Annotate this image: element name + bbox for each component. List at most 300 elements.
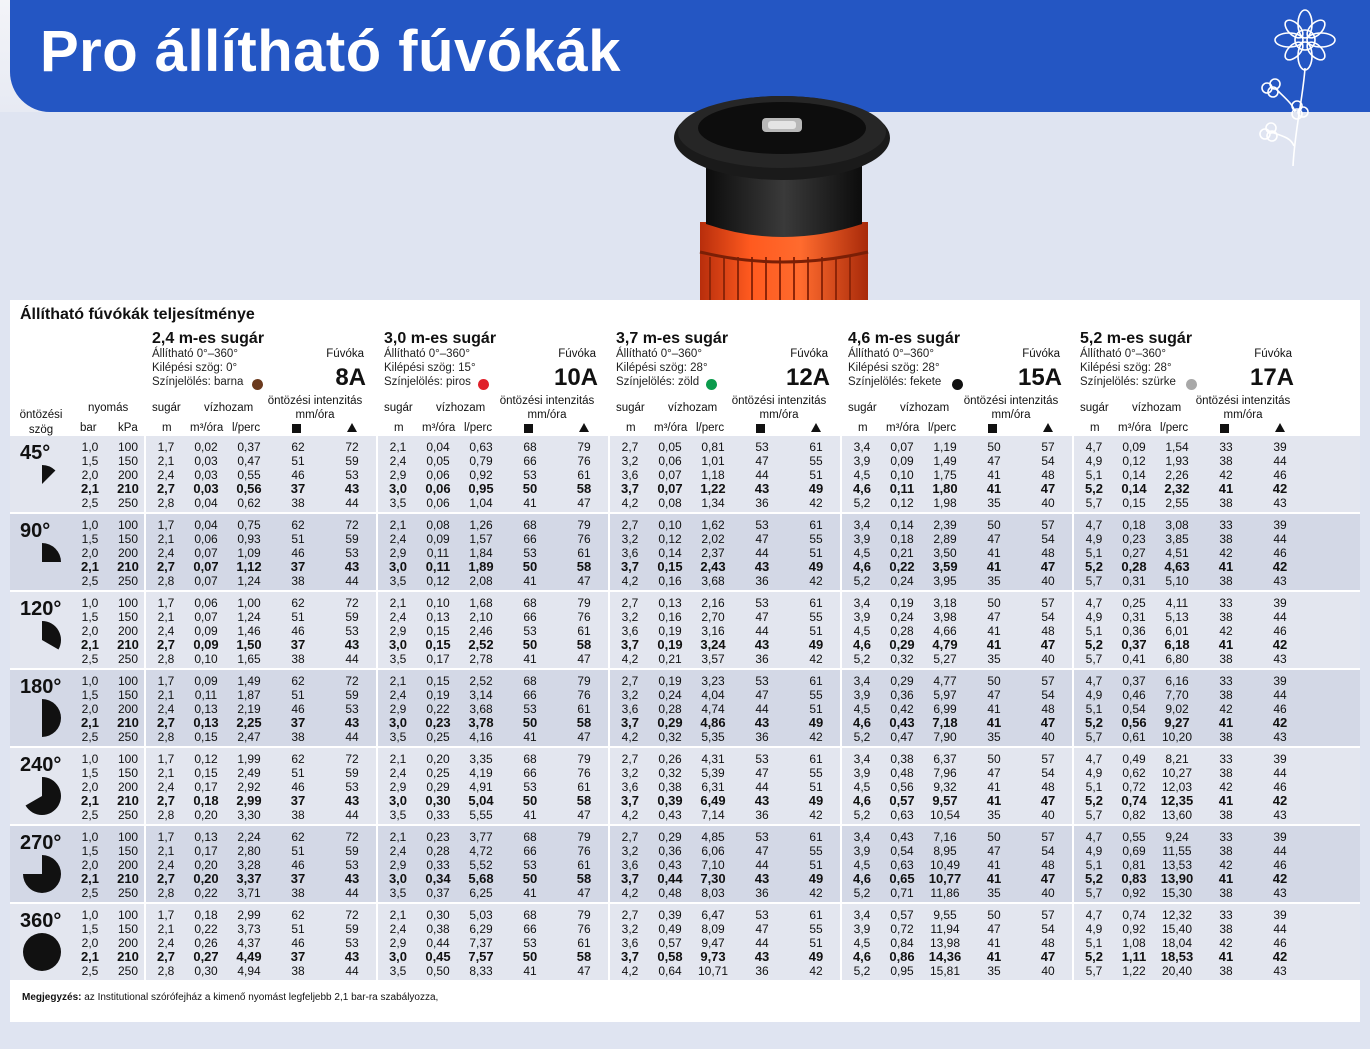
group-heading: 4,6 m-es sugár bbox=[848, 330, 961, 347]
intensity-square-value: 47 bbox=[755, 532, 769, 546]
flow-m3-value: 0,03 bbox=[193, 481, 219, 496]
radius-value: 3,7 bbox=[620, 481, 640, 496]
intensity-triangle-value: 55 bbox=[809, 610, 823, 624]
group-heading: 5,2 m-es sugár bbox=[1080, 330, 1193, 347]
flow-m3-value: 0,48 bbox=[658, 886, 682, 900]
flow-l-value: 9,24 bbox=[1165, 830, 1189, 844]
flow-l-value: 15,30 bbox=[1161, 886, 1193, 900]
radius-value: 1,7 bbox=[157, 674, 175, 688]
intensity-triangle-value: 47 bbox=[1040, 871, 1056, 886]
radius-value: 2,1 bbox=[389, 518, 407, 532]
flow-l-value: 2,08 bbox=[469, 574, 493, 588]
flow-l-value: 9,47 bbox=[701, 936, 725, 950]
intensity-header: öntözési intenzitás mm/óra bbox=[731, 395, 827, 421]
radius-value: 5,7 bbox=[1085, 808, 1103, 822]
flow-l-value: 10,27 bbox=[1161, 766, 1193, 780]
intensity-square-value: 44 bbox=[755, 858, 769, 872]
intensity-square-value: 53 bbox=[755, 596, 769, 610]
flow-l-value: 3,18 bbox=[933, 596, 957, 610]
intensity-square-value: 43 bbox=[754, 559, 770, 574]
flow-m3-value: 0,64 bbox=[658, 964, 682, 978]
color-dot-icon bbox=[1186, 379, 1197, 390]
flow-l-value: 6,01 bbox=[1165, 624, 1189, 638]
footnote bbox=[22, 992, 438, 1003]
radius-value: 4,2 bbox=[621, 886, 639, 900]
flow-l-value: 1,01 bbox=[701, 454, 725, 468]
flow-m3-value: 0,09 bbox=[890, 454, 914, 468]
flow-m3-value: 0,04 bbox=[426, 440, 450, 454]
intensity-square-value: 38 bbox=[291, 730, 305, 744]
intensity-triangle-value: 40 bbox=[1041, 652, 1055, 666]
flow-l-value: 4,11 bbox=[1165, 596, 1189, 610]
intensity-square-value: 47 bbox=[755, 454, 769, 468]
flow-m3-value: 0,07 bbox=[193, 559, 219, 574]
flow-l-value: 1,04 bbox=[469, 496, 493, 510]
flow-m3-value: 0,10 bbox=[194, 652, 218, 666]
intensity-triangle-value: 79 bbox=[577, 596, 591, 610]
group-exit-angle: Kilépési szög: 0° bbox=[152, 362, 238, 374]
radius-value: 4,5 bbox=[853, 546, 871, 560]
radius-value: 2,9 bbox=[389, 858, 407, 872]
intensity-triangle-value: 51 bbox=[809, 858, 823, 872]
flow-l-value: 2,19 bbox=[237, 702, 261, 716]
intensity-triangle-value: 54 bbox=[1041, 454, 1055, 468]
square-spacing-icon bbox=[988, 424, 997, 433]
flow-l-value: 4,37 bbox=[237, 936, 261, 950]
radius-value: 5,1 bbox=[1085, 780, 1103, 794]
flow-l-value: 4,77 bbox=[933, 674, 957, 688]
radius-value: 2,8 bbox=[157, 496, 175, 510]
flow-m3-value: 1,22 bbox=[1122, 964, 1146, 978]
radius-header: sugár bbox=[1080, 402, 1109, 414]
intensity-triangle-value: 44 bbox=[1273, 532, 1287, 546]
flow-m3-unit: m³/óra bbox=[1118, 422, 1152, 434]
flow-m3-value: 0,06 bbox=[426, 468, 450, 482]
intensity-triangle-value: 58 bbox=[576, 793, 592, 808]
flow-m3-value: 0,06 bbox=[426, 496, 450, 510]
radius-value: 4,7 bbox=[1085, 596, 1103, 610]
intensity-square-value: 51 bbox=[291, 610, 305, 624]
spray-angle-icon bbox=[22, 854, 62, 894]
flow-l-value: 20,40 bbox=[1161, 964, 1193, 978]
radius-value: 2,1 bbox=[157, 532, 175, 546]
intensity-triangle-value: 72 bbox=[345, 752, 359, 766]
radius-value: 3,5 bbox=[389, 574, 407, 588]
intensity-triangle-value: 61 bbox=[577, 468, 591, 482]
flow-l-value: 1,26 bbox=[469, 518, 493, 532]
flow-l-value: 4,31 bbox=[701, 752, 725, 766]
flow-m3-value: 0,15 bbox=[426, 674, 450, 688]
pressure-kpa-value: 250 bbox=[117, 886, 139, 900]
intensity-triangle-value: 44 bbox=[345, 886, 359, 900]
intensity-square-value: 47 bbox=[987, 454, 1001, 468]
group-heading: 3,0 m-es sugár bbox=[384, 330, 497, 347]
intensity-square-value: 53 bbox=[523, 546, 537, 560]
intensity-square-value: 38 bbox=[1219, 766, 1233, 780]
intensity-square-value: 47 bbox=[755, 922, 769, 936]
flow-l-value: 3,85 bbox=[1165, 532, 1189, 546]
spray-angle-label: 45° bbox=[20, 442, 51, 464]
intensity-triangle-value: 39 bbox=[1273, 440, 1287, 454]
spray-angle-label: 180° bbox=[20, 676, 62, 698]
flow-l-value: 7,37 bbox=[469, 936, 493, 950]
group-color-label: Színjelölés: barna bbox=[152, 376, 244, 388]
intensity-square-value: 47 bbox=[987, 532, 1001, 546]
intensity-square-value: 43 bbox=[754, 637, 770, 652]
triangle-spacing-icon bbox=[1043, 423, 1053, 432]
pressure-bar-value: 2,5 bbox=[81, 964, 99, 978]
radius-value: 5,7 bbox=[1085, 574, 1103, 588]
radius-value: 2,4 bbox=[389, 844, 407, 858]
intensity-square-value: 38 bbox=[1219, 610, 1233, 624]
intensity-triangle-value: 47 bbox=[1040, 793, 1056, 808]
radius-value: 5,7 bbox=[1085, 652, 1103, 666]
intensity-triangle-value: 51 bbox=[809, 780, 823, 794]
intensity-square-value: 41 bbox=[523, 652, 537, 666]
intensity-triangle-value: 61 bbox=[577, 936, 591, 950]
pressure-bar-value: 1,5 bbox=[81, 532, 99, 546]
radius-value: 3,0 bbox=[388, 481, 408, 496]
flow-l-value: 12,32 bbox=[1161, 908, 1193, 922]
radius-value: 4,7 bbox=[1085, 440, 1103, 454]
pressure-kpa-value: 250 bbox=[117, 496, 139, 510]
intensity-triangle-value: 43 bbox=[1273, 808, 1287, 822]
pressure-bar-value: 2,0 bbox=[81, 624, 99, 638]
intensity-triangle-value: 54 bbox=[1041, 532, 1055, 546]
flow-m3-value: 0,37 bbox=[426, 886, 450, 900]
intensity-square-value: 50 bbox=[522, 715, 538, 730]
pressure-kpa-value: 150 bbox=[117, 532, 139, 546]
group-adjustable: Állítható 0°–360° bbox=[1080, 348, 1166, 360]
nozzle-group-header bbox=[378, 328, 608, 438]
intensity-square-value: 44 bbox=[755, 702, 769, 716]
radius-value: 3,4 bbox=[853, 908, 871, 922]
radius-value: 4,5 bbox=[853, 858, 871, 872]
flow-l-value: 3,95 bbox=[933, 574, 957, 588]
intensity-triangle-value: 48 bbox=[1041, 858, 1055, 872]
pressure-kpa-value: 250 bbox=[117, 730, 139, 744]
intensity-square-value: 68 bbox=[523, 752, 537, 766]
intensity-triangle-value: 42 bbox=[1272, 793, 1288, 808]
radius-value: 2,1 bbox=[389, 752, 407, 766]
intensity-square-value: 38 bbox=[1219, 922, 1233, 936]
group-adjustable: Állítható 0°–360° bbox=[616, 348, 702, 360]
intensity-square-value: 37 bbox=[290, 715, 306, 730]
radius-value: 2,7 bbox=[156, 949, 176, 964]
flow-l-value: 11,94 bbox=[930, 922, 960, 936]
intensity-triangle-value: 54 bbox=[1041, 688, 1055, 702]
radius-value: 4,5 bbox=[853, 702, 871, 716]
pressure-kpa-value: 150 bbox=[117, 844, 139, 858]
radius-value: 2,7 bbox=[156, 559, 176, 574]
intensity-square-value: 41 bbox=[1218, 481, 1234, 496]
pressure-bar-value: 1,5 bbox=[81, 454, 99, 468]
flow-m3-value: 0,32 bbox=[890, 652, 914, 666]
radius-value: 5,2 bbox=[853, 964, 871, 978]
flow-l-value: 11,86 bbox=[930, 886, 960, 900]
intensity-header: öntözési intenzitás mm/óra bbox=[1195, 395, 1291, 421]
flow-l-value: 8,21 bbox=[1165, 752, 1189, 766]
flow-m3-value: 0,54 bbox=[890, 844, 914, 858]
flow-l-value: 7,14 bbox=[701, 808, 725, 822]
flow-m3-value: 0,09 bbox=[194, 624, 218, 638]
pressure-bar-value: 2,1 bbox=[80, 949, 100, 964]
flow-m3-value: 0,27 bbox=[193, 949, 219, 964]
flow-m3-value: 0,24 bbox=[890, 574, 914, 588]
intensity-square-value: 41 bbox=[523, 808, 537, 822]
flow-m3-value: 0,45 bbox=[425, 949, 451, 964]
radius-value: 4,6 bbox=[852, 481, 872, 496]
intensity-triangle-value: 79 bbox=[577, 674, 591, 688]
radius-value: 5,2 bbox=[1084, 559, 1104, 574]
intensity-triangle-value: 43 bbox=[344, 793, 360, 808]
flow-l-value: 2,47 bbox=[237, 730, 261, 744]
flow-m3-value: 0,49 bbox=[658, 922, 682, 936]
flow-l-value: 7,10 bbox=[701, 858, 725, 872]
intensity-square-value: 50 bbox=[522, 559, 538, 574]
intensity-square-value: 43 bbox=[754, 871, 770, 886]
intensity-triangle-value: 39 bbox=[1273, 518, 1287, 532]
flow-l-value: 13,98 bbox=[929, 936, 961, 950]
flow-l-value: 7,16 bbox=[933, 830, 957, 844]
radius-header: sugár bbox=[848, 402, 877, 414]
radius-value: 4,5 bbox=[853, 780, 871, 794]
flow-m3-value: 0,48 bbox=[890, 766, 914, 780]
intensity-triangle-value: 61 bbox=[577, 780, 591, 794]
pressure-kpa-value: 200 bbox=[117, 780, 139, 794]
radius-value: 3,5 bbox=[389, 652, 407, 666]
intensity-triangle-value: 46 bbox=[1273, 546, 1287, 560]
flow-m3-value: 0,57 bbox=[890, 908, 914, 922]
nozzle-image bbox=[670, 92, 895, 332]
intensity-triangle-value: 76 bbox=[577, 766, 591, 780]
intensity-square-value: 38 bbox=[291, 808, 305, 822]
radius-value: 1,7 bbox=[157, 908, 175, 922]
flow-l-value: 3,30 bbox=[237, 808, 261, 822]
intensity-square-value: 53 bbox=[523, 858, 537, 872]
intensity-square-value: 37 bbox=[290, 949, 306, 964]
intensity-square-value: 53 bbox=[755, 908, 769, 922]
intensity-triangle-value: 42 bbox=[809, 574, 823, 588]
radius-value: 2,4 bbox=[389, 610, 407, 624]
radius-value: 3,2 bbox=[621, 454, 639, 468]
radius-value: 4,9 bbox=[1085, 766, 1103, 780]
group-nozzle-label: Fúvóka bbox=[790, 348, 828, 360]
intensity-triangle-value: 55 bbox=[809, 844, 823, 858]
intensity-triangle-value: 47 bbox=[1040, 949, 1056, 964]
radius-value: 4,5 bbox=[853, 624, 871, 638]
flow-m3-value: 0,12 bbox=[658, 532, 682, 546]
group-nozzle-code: 17A bbox=[1249, 364, 1294, 391]
flow-m3-value: 0,24 bbox=[890, 610, 914, 624]
flow-header: vízhozam bbox=[1132, 402, 1182, 414]
spray-angle-icon bbox=[22, 776, 62, 816]
intensity-square-value: 33 bbox=[1219, 596, 1233, 610]
radius-value: 2,9 bbox=[389, 936, 407, 950]
flow-l-value: 1,12 bbox=[236, 559, 262, 574]
flow-l-value: 4,74 bbox=[701, 702, 725, 716]
intensity-square-value: 37 bbox=[290, 637, 306, 652]
intensity-square-value: 41 bbox=[986, 481, 1002, 496]
flow-m3-unit: m³/óra bbox=[422, 422, 456, 434]
flow-m3-value: 0,62 bbox=[1122, 766, 1146, 780]
flow-l-value: 2,02 bbox=[701, 532, 725, 546]
flow-m3-value: 0,15 bbox=[1122, 496, 1146, 510]
flow-l-value: 1,93 bbox=[1165, 454, 1189, 468]
flow-l-value: 3,59 bbox=[932, 559, 958, 574]
intensity-triangle-value: 59 bbox=[345, 532, 359, 546]
flow-m3-value: 0,39 bbox=[658, 908, 682, 922]
flow-m3-value: 0,18 bbox=[193, 793, 219, 808]
flow-l-value: 2,92 bbox=[237, 780, 261, 794]
flow-l-value: 1,87 bbox=[237, 688, 261, 702]
pressure-kpa-value: 150 bbox=[117, 454, 139, 468]
intensity-triangle-value: 57 bbox=[1041, 752, 1055, 766]
radius-value: 3,6 bbox=[621, 702, 639, 716]
intensity-triangle-value: 43 bbox=[344, 559, 360, 574]
intensity-square-value: 41 bbox=[987, 936, 1001, 950]
radius-value: 5,2 bbox=[1084, 871, 1104, 886]
intensity-header: öntözési intenzitás mm/óra bbox=[499, 395, 595, 421]
intensity-triangle-value: 47 bbox=[577, 808, 591, 822]
radius-value: 2,8 bbox=[157, 964, 175, 978]
flow-m3-value: 0,20 bbox=[194, 858, 218, 872]
flow-l-value: 2,10 bbox=[469, 610, 493, 624]
intensity-square-value: 41 bbox=[1218, 949, 1234, 964]
intensity-square-value: 42 bbox=[1219, 936, 1233, 950]
pressure-kpa-value: 100 bbox=[117, 596, 139, 610]
intensity-square-value: 41 bbox=[1218, 871, 1234, 886]
radius-value: 3,5 bbox=[389, 730, 407, 744]
flow-m3-value: 0,09 bbox=[193, 637, 219, 652]
intensity-square-value: 51 bbox=[291, 454, 305, 468]
intensity-triangle-value: 44 bbox=[345, 730, 359, 744]
group-exit-angle: Kilépési szög: 28° bbox=[848, 362, 940, 374]
flow-l-value: 2,16 bbox=[701, 596, 725, 610]
intensity-triangle-value: 54 bbox=[1041, 922, 1055, 936]
spray-angle-label: 360° bbox=[20, 910, 62, 932]
pressure-bar-value: 2,5 bbox=[81, 730, 99, 744]
radius-value: 4,6 bbox=[852, 715, 872, 730]
flow-l-value: 2,49 bbox=[237, 766, 261, 780]
radius-value: 3,9 bbox=[853, 454, 871, 468]
flow-l-value: 6,25 bbox=[469, 886, 493, 900]
intensity-triangle-value: 49 bbox=[808, 793, 824, 808]
intensity-square-value: 51 bbox=[291, 532, 305, 546]
radius-value: 2,7 bbox=[621, 674, 639, 688]
radius-value: 5,7 bbox=[1085, 730, 1103, 744]
pressure-kpa-value: 200 bbox=[117, 936, 139, 950]
intensity-square-value: 33 bbox=[1219, 908, 1233, 922]
table-title: Állítható fúvókák teljesítménye bbox=[20, 306, 255, 323]
intensity-triangle-value: 61 bbox=[809, 518, 823, 532]
intensity-triangle-value: 61 bbox=[809, 674, 823, 688]
intensity-triangle-value: 79 bbox=[577, 440, 591, 454]
intensity-triangle-value: 48 bbox=[1041, 468, 1055, 482]
intensity-square-value: 53 bbox=[755, 752, 769, 766]
flow-m3-value: 0,47 bbox=[890, 730, 914, 744]
intensity-triangle-value: 79 bbox=[577, 908, 591, 922]
intensity-square-value: 41 bbox=[987, 858, 1001, 872]
spray-angle-label: 90° bbox=[20, 520, 51, 542]
intensity-square-value: 38 bbox=[291, 496, 305, 510]
intensity-triangle-value: 44 bbox=[1273, 922, 1287, 936]
intensity-triangle-value: 61 bbox=[809, 908, 823, 922]
pressure-kpa-value: 200 bbox=[117, 702, 139, 716]
group-color-label: Színjelölés: piros bbox=[384, 376, 471, 388]
intensity-triangle-value: 43 bbox=[1273, 652, 1287, 666]
flow-l-value: 3,28 bbox=[237, 858, 261, 872]
radius-value: 2,4 bbox=[157, 468, 175, 482]
radius-value: 3,4 bbox=[853, 830, 871, 844]
triangle-spacing-icon bbox=[347, 423, 357, 432]
radius-value: 2,4 bbox=[157, 546, 175, 560]
intensity-square-value: 42 bbox=[1219, 858, 1233, 872]
intensity-square-value: 41 bbox=[987, 702, 1001, 716]
intensity-triangle-value: 43 bbox=[1273, 730, 1287, 744]
intensity-triangle-value: 51 bbox=[809, 468, 823, 482]
flow-m3-value: 1,08 bbox=[1122, 936, 1146, 950]
flow-l-value: 1,99 bbox=[237, 752, 261, 766]
flow-l-value: 10,77 bbox=[928, 871, 962, 886]
intensity-triangle-value: 76 bbox=[577, 688, 591, 702]
radius-value: 5,7 bbox=[1085, 496, 1103, 510]
flow-l-value: 4,16 bbox=[469, 730, 493, 744]
intensity-triangle-value: 42 bbox=[809, 730, 823, 744]
spray-angle-label: 240° bbox=[20, 754, 62, 776]
intensity-triangle-value: 43 bbox=[1273, 964, 1287, 978]
radius-value: 3,0 bbox=[388, 715, 408, 730]
intensity-square-value: 46 bbox=[291, 780, 305, 794]
radius-value: 4,9 bbox=[1085, 922, 1103, 936]
color-dot-icon bbox=[252, 379, 263, 390]
flow-l-value: 3,37 bbox=[236, 871, 262, 886]
intensity-square-value: 46 bbox=[291, 936, 305, 950]
flow-m3-value: 0,29 bbox=[658, 830, 682, 844]
group-nozzle-label: Fúvóka bbox=[326, 348, 364, 360]
pressure-kpa-value: 210 bbox=[117, 559, 139, 574]
intensity-triangle-value: 61 bbox=[809, 440, 823, 454]
intensity-square-value: 46 bbox=[291, 624, 305, 638]
group-exit-angle: Kilépési szög: 28° bbox=[616, 362, 708, 374]
flow-m3-value: 0,06 bbox=[194, 532, 218, 546]
radius-value: 2,7 bbox=[156, 637, 176, 652]
flow-l-value: 5,97 bbox=[933, 688, 957, 702]
intensity-triangle-value: 47 bbox=[577, 730, 591, 744]
flow-m3-value: 0,23 bbox=[1122, 532, 1146, 546]
intensity-triangle-value: 76 bbox=[577, 844, 591, 858]
intensity-square-value: 35 bbox=[987, 964, 1001, 978]
flow-m3-value: 0,14 bbox=[1122, 468, 1146, 482]
radius-value: 4,7 bbox=[1085, 518, 1103, 532]
intensity-triangle-value: 55 bbox=[809, 454, 823, 468]
flow-l-value: 4,79 bbox=[932, 637, 958, 652]
flow-l-value: 3,35 bbox=[469, 752, 493, 766]
flow-m3-value: 0,24 bbox=[658, 688, 682, 702]
flow-m3-value: 0,25 bbox=[1122, 596, 1146, 610]
radius-value: 2,9 bbox=[389, 624, 407, 638]
intensity-triangle-value: 47 bbox=[1040, 481, 1056, 496]
flow-m3-value: 0,21 bbox=[658, 652, 682, 666]
intensity-square-value: 66 bbox=[523, 922, 537, 936]
flow-l-value: 3,50 bbox=[933, 546, 957, 560]
flow-l-value: 2,32 bbox=[1164, 481, 1190, 496]
group-nozzle-code: 12A bbox=[785, 364, 830, 391]
radius-value: 4,9 bbox=[1085, 454, 1103, 468]
pressure-kpa-value: 210 bbox=[117, 715, 139, 730]
flow-m3-value: 0,72 bbox=[1122, 780, 1146, 794]
radius-unit: m bbox=[1090, 422, 1100, 434]
